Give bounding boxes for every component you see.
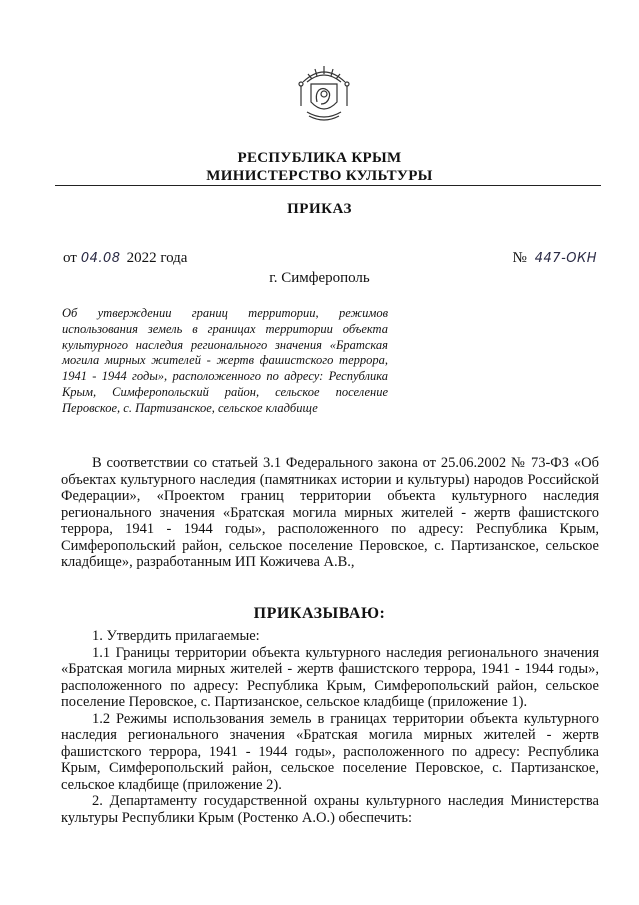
order-date [63, 250, 187, 267]
item-1-1: 1.1 Границы территории объекта культурного наследия регионального значения «Братская могила мирных жителей - жертв фашистского террора, 1941 - 1944 годы», расположенного по адресу: Республика Крым, Симферопольский район, сельское поселение Перовское, с. Партизанское, сельское кладбище (приложение 1). [61, 644, 599, 710]
item-1: 1. Утвердить прилагаемые: [92, 628, 260, 644]
header-divider [55, 185, 601, 186]
document-type: ПРИКАЗ [287, 201, 352, 217]
order-subject: Об утверждении границ территории, режимов использования земель в границах территории объекта культурного наследия регионального значения «Братская могила мирных жителей - жертв фашистского террора, 1941 - 1944 годы», расположенного по адресу: Республика Крым, Симферопольский район, сельское поселение Перовское, с. Партизанское, сельское кладбище [62, 306, 388, 415]
crimea-coat-of-arms-icon [293, 60, 355, 126]
order-items [61, 628, 599, 826]
date-year: 2022 года [126, 250, 188, 266]
emblem-graphic [293, 60, 355, 126]
handwritten-number: 447-ОКН [534, 251, 597, 266]
order-number [512, 250, 597, 267]
date-prefix: от [63, 250, 77, 266]
republic-name: РЕСПУБЛИКА КРЫМ [237, 150, 402, 166]
ministry-name: МИНИСТЕРСТВО КУЛЬТУРЫ [206, 168, 433, 184]
item-1-2: 1.2 Режимы использования земель в границах территории объекта культурного наследия регионального значения «Братская могила мирных жителей - жертв фашистского террора, 1941 - 1944 годы», расположенного по адресу: Республика Крым, Симферопольский район, сельское поселение Перовское, с. Партизанское, сельское кладбище (приложение 2). [61, 710, 599, 793]
item-2: 2. Департаменту государственной охраны культурного наследия Министерства культуры Республики Крым (Ростенко А.О.) обеспечить: [61, 793, 599, 826]
order-keyword: ПРИКАЗЫВАЮ: [253, 605, 386, 622]
handwritten-date: 04.08 [80, 251, 121, 266]
number-prefix: № [512, 250, 527, 266]
preamble-paragraph: В соответствии со статьей 3.1 Федерального закона от 25.06.2002 № 73-ФЗ «Об объектах культурного наследия (памятниках истории и культуры) народов Российской Федерации», «Проектом границ территории объекта культурного наследия регионального значения «Братская могила мирных жителей - жертв фашистского террора, 1941 - 1944 годы», расположенного по адресу: Республика Крым, Симферопольский район, сельское поселение Перовское, с. Партизанское, сельское кладбище», разработанным ИП Кожичева А.В., [61, 455, 599, 570]
city: г. Симферополь [269, 270, 370, 286]
